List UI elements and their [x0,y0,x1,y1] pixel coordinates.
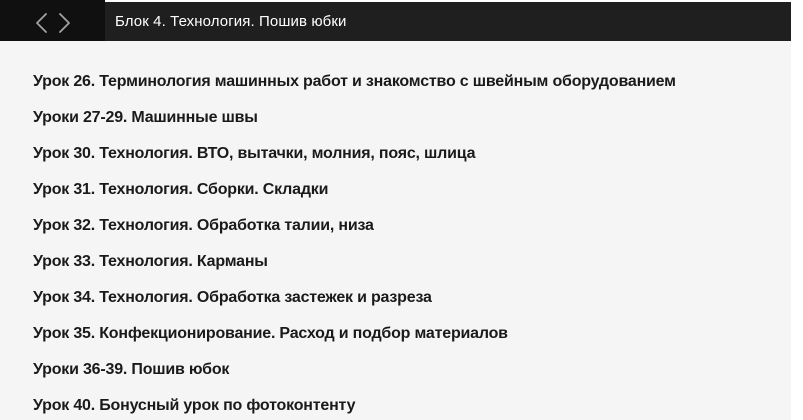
block-nav [0,0,105,46]
lesson-item[interactable] [0,352,791,388]
lesson-title: Урок 30. Технология. ВТО, вытачки, молния, пояс, шлица [33,145,476,162]
next-block-button[interactable] [57,12,71,34]
lesson-item[interactable] [0,316,791,352]
lesson-title: Урок 32. Технология. Обработка талии, низа [33,217,374,234]
lesson-list [0,41,791,420]
lesson-item[interactable] [0,244,791,280]
lesson-item[interactable] [0,64,791,100]
lesson-title: Урок 34. Технология. Обработка застежек и разреза [33,289,432,306]
chevron-left-icon [35,12,48,34]
lesson-title: Урок 31. Технология. Сборки. Складки [33,181,329,198]
prev-block-button[interactable] [34,12,48,34]
lesson-title: Урок 35. Конфекционирование. Расход и подбор материалов [33,325,508,342]
lesson-item[interactable] [0,172,791,208]
lesson-item[interactable] [0,388,791,420]
lesson-item[interactable] [0,208,791,244]
block-title: Блок 4. Технология. Пошив юбки [115,13,347,30]
block-header [105,2,791,41]
lesson-title: Уроки 27-29. Машинные швы [33,109,258,126]
lesson-title: Урок 40. Бонусный урок по фотоконтенту [33,397,356,414]
lesson-item[interactable] [0,280,791,316]
chevron-right-icon [58,12,71,34]
lesson-title: Урок 26. Терминология машинных работ и знакомство с швейным оборудованием [33,73,676,90]
lesson-title: Урок 33. Технология. Карманы [33,253,268,270]
lesson-item[interactable] [0,136,791,172]
lesson-item[interactable] [0,100,791,136]
lesson-title: Уроки 36-39. Пошив юбок [33,361,230,378]
